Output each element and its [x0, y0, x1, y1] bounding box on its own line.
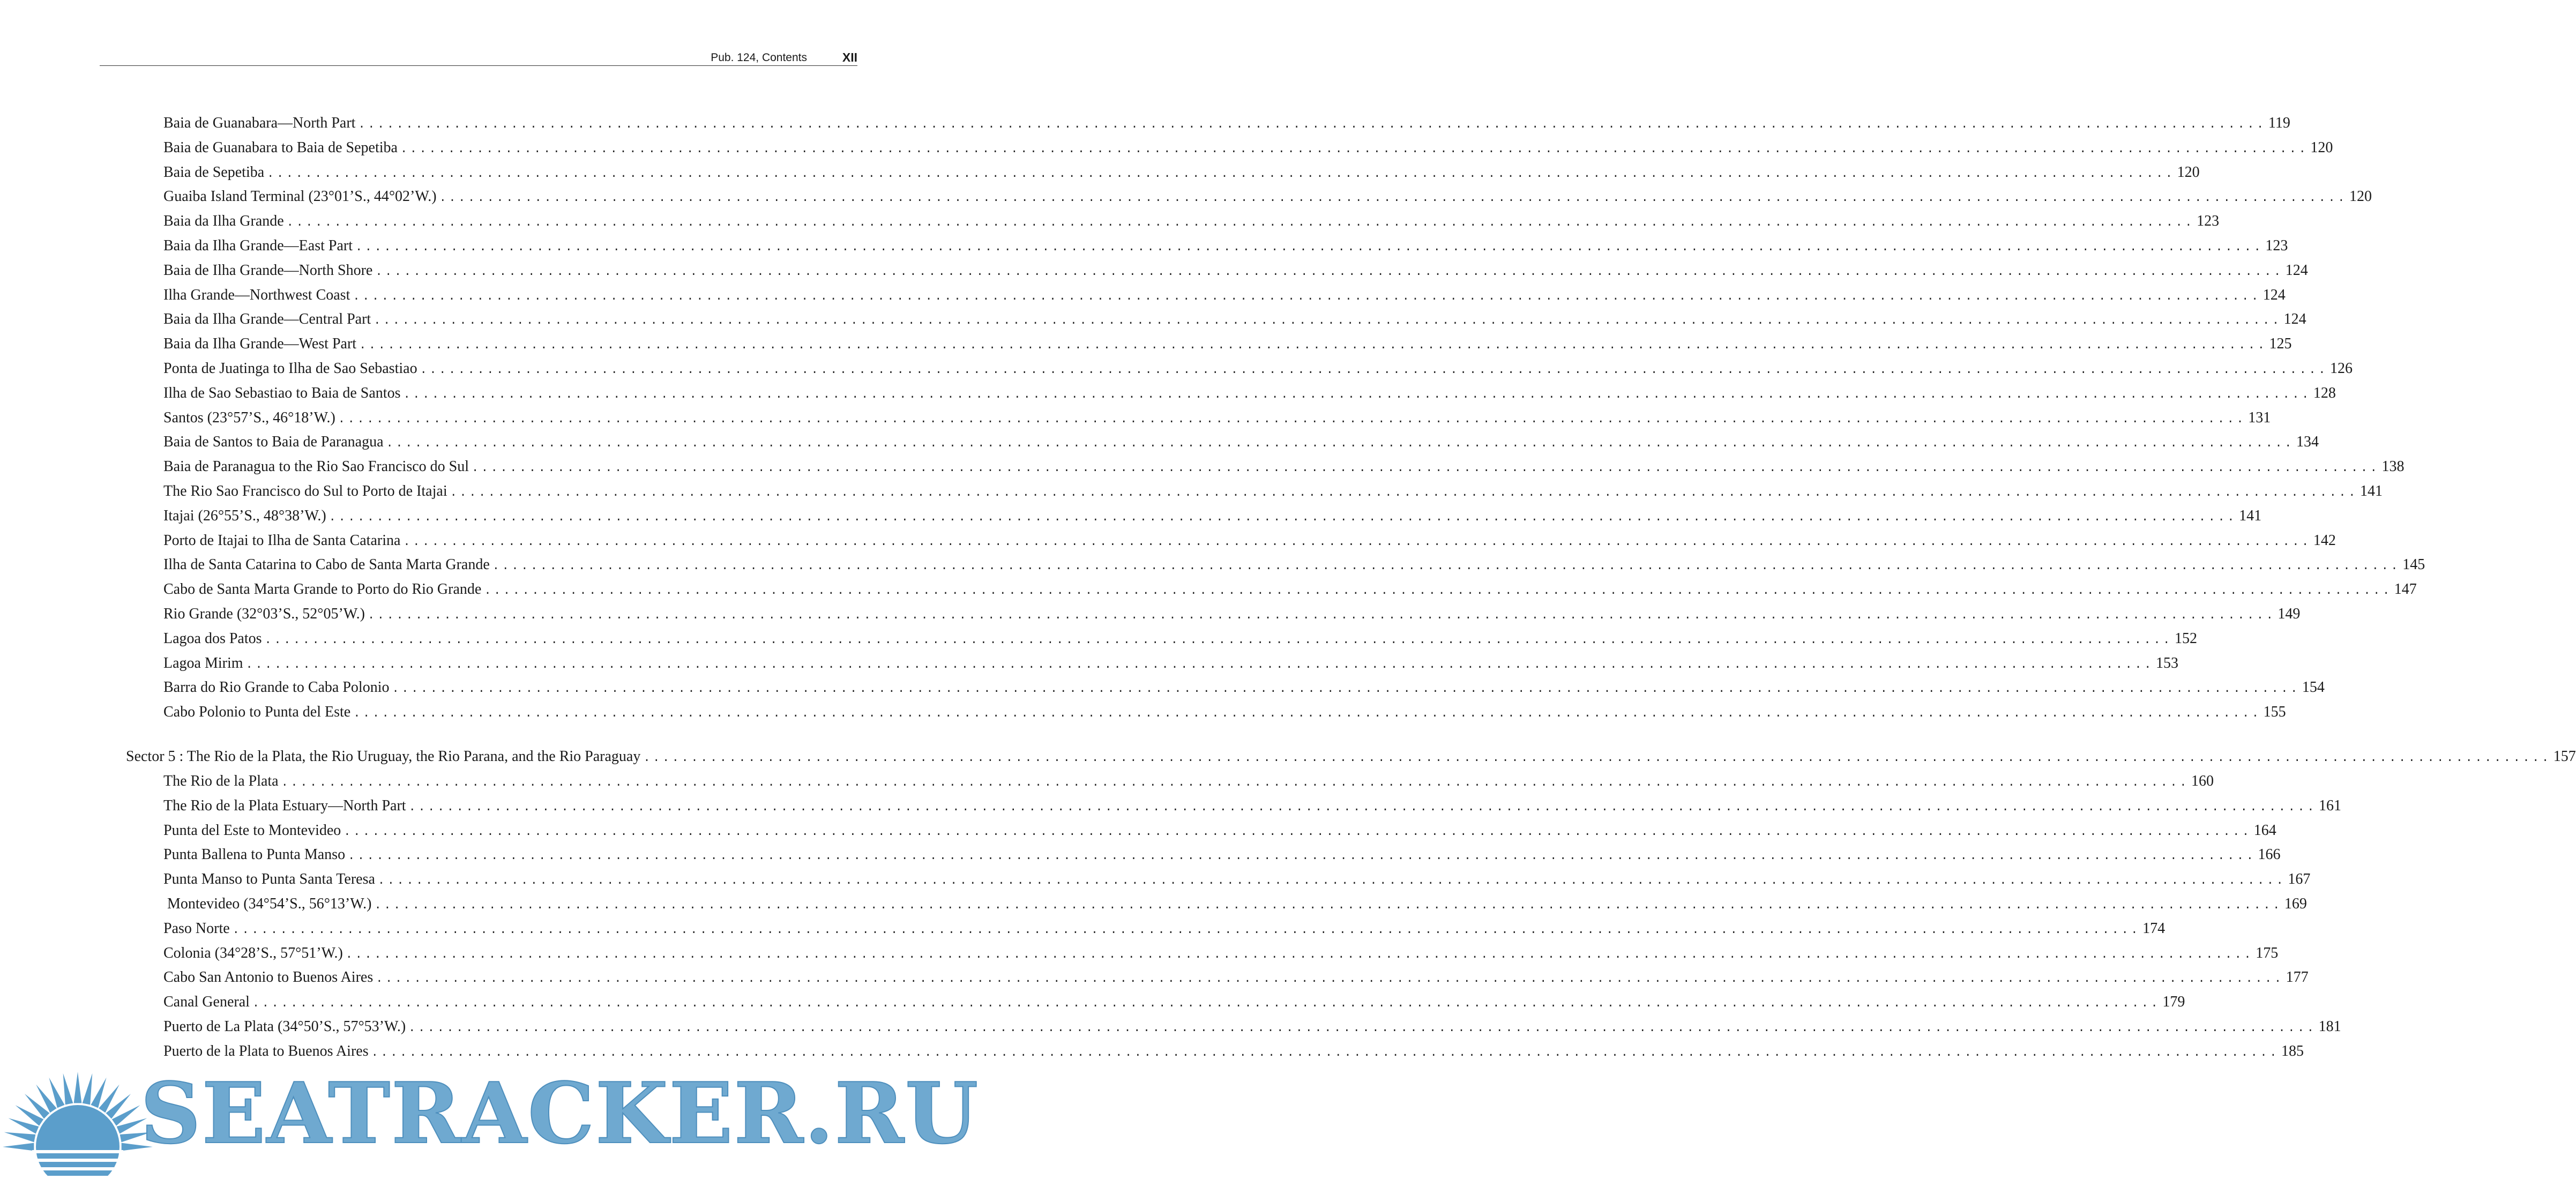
toc-entry-page: 119	[2268, 115, 2290, 131]
toc-entry[interactable]	[163, 431, 2319, 453]
dot-leader: ........................................................................................................................................................................................................	[328, 510, 2237, 524]
toc-entry-title: Baia da Ilha Grande—Central Part	[163, 311, 371, 328]
toc-entry[interactable]	[163, 1016, 2341, 1038]
toc-entry-title: Ilha de Santa Catarina to Cabo de Santa Marta Grande	[163, 556, 490, 573]
toc-entry-title: Paso Norte	[163, 920, 230, 937]
toc-entry-title: Baia da Ilha Grande	[163, 213, 284, 230]
dot-leader: ........................................................................................................................................................................................................	[392, 682, 2300, 696]
toc-entry[interactable]	[163, 844, 2281, 865]
toc-entry[interactable]	[163, 260, 2308, 281]
toc-entry-title: Montevideo (34°54’S., 56°13’W.)	[163, 896, 372, 912]
toc-entry-page: 124	[2285, 262, 2308, 279]
dot-leader: ........................................................................................................................................................................................................	[374, 314, 2282, 328]
toc-entry-page: 179	[2162, 994, 2185, 1011]
toc-entry-page: 166	[2258, 846, 2281, 863]
toc-entry[interactable]	[163, 383, 2336, 404]
toc-entry[interactable]	[163, 554, 2425, 576]
toc-entry-page: 174	[2142, 920, 2166, 937]
toc-entry-page: 181	[2318, 1018, 2341, 1035]
toc-entry[interactable]	[163, 211, 2220, 232]
toc-entry[interactable]	[163, 653, 2178, 674]
toc-entry-title: Punta Ballena to Punta Manso	[163, 846, 346, 863]
toc-entry[interactable]	[163, 943, 2279, 964]
dot-leader: ........................................................................................................................................................................................................	[348, 849, 2256, 863]
toc-entry-page: 124	[2283, 311, 2306, 328]
toc-entry-page: 160	[2191, 773, 2214, 789]
dot-leader: ........................................................................................................................................................................................................	[353, 707, 2261, 721]
toc-entry-page: 120	[2310, 139, 2333, 156]
toc-entry-page: 185	[2281, 1042, 2304, 1059]
toc-entry-title: Ilha Grande—Northwest Coast	[163, 286, 350, 303]
toc-entry-title: Baia da Ilha Grande—West Part	[163, 335, 357, 353]
toc-entry[interactable]	[163, 309, 2306, 330]
toc-entry[interactable]	[163, 530, 2336, 551]
dot-leader: ........................................................................................................................................................................................................	[359, 339, 2267, 353]
toc-entry-page: 164	[2253, 822, 2276, 839]
dot-leader: ........................................................................................................................................................................................................	[286, 216, 2195, 230]
toc-entry[interactable]	[163, 579, 2417, 600]
toc-entry-page: 123	[2197, 213, 2220, 230]
toc-entry-page: 157	[2553, 748, 2576, 765]
toc-entry-title: Puerto de La Plata (34°50’S., 57°53’W.)	[163, 1018, 406, 1035]
toc-entry[interactable]	[126, 746, 2576, 767]
dot-leader: ........................................................................................................................................................................................................	[377, 874, 2286, 888]
dot-leader: ........................................................................................................................................................................................................	[245, 658, 2154, 671]
dot-leader: ........................................................................................................................................................................................................	[353, 289, 2261, 303]
toc-entry-page: 161	[2319, 797, 2342, 814]
toc-entry-page: 152	[2174, 630, 2197, 647]
toc-entry[interactable]	[163, 628, 2197, 650]
sun-logo-icon	[0, 1045, 150, 1179]
dot-leader: ........................................................................................................................................................................................................	[484, 584, 2392, 598]
toc-entry[interactable]	[163, 702, 2286, 723]
dot-leader: ........................................................................................................................................................................................................	[374, 899, 2282, 912]
dot-leader: ........................................................................................................................................................................................................	[400, 142, 2309, 156]
toc-entry-title: Canal General	[163, 994, 250, 1011]
toc-entry[interactable]	[163, 869, 2311, 890]
header-publication: Pub. 124, Contents	[711, 51, 807, 64]
toc-entry[interactable]	[163, 235, 2288, 257]
dot-leader: ........................................................................................................................................................................................................	[345, 947, 2254, 961]
dot-leader: ........................................................................................................................................................................................................	[267, 167, 2175, 181]
dot-leader: ........................................................................................................................................................................................................	[344, 825, 2252, 839]
toc-entry-page: 154	[2302, 679, 2325, 696]
toc-entry-page: 175	[2256, 944, 2279, 961]
toc-entry-page: 155	[2263, 704, 2286, 721]
toc-entry-title: Cabo de Santa Marta Grande to Porto do Rio Grande	[163, 581, 482, 598]
toc-entry-title: Barra do Rio Grande to Caba Polonio	[163, 679, 390, 696]
toc-entry-page: 128	[2313, 384, 2336, 401]
toc-entry[interactable]	[163, 677, 2325, 698]
header-page-number: XII	[842, 50, 857, 64]
toc-entry[interactable]	[163, 186, 2372, 207]
toc-entry-page: 120	[2177, 163, 2200, 181]
toc-entry-title: Sector 5 : The Rio de la Plata, the Rio Uruguay, the Rio Parana, and the Rio Paraguay	[126, 748, 641, 765]
toc-entry-page: 169	[2284, 896, 2307, 912]
toc-entry[interactable]	[163, 918, 2166, 939]
page-header	[100, 49, 857, 66]
sun-ray	[4, 1132, 36, 1143]
toc-entry-title: Puerto de la Plata to Buenos Aires	[163, 1042, 369, 1059]
toc-entry[interactable]	[163, 795, 2342, 817]
toc-entry[interactable]	[163, 333, 2292, 355]
toc-entry-page: 123	[2265, 237, 2288, 254]
dot-leader: ........................................................................................................................................................................................................	[358, 118, 2266, 131]
toc-entry[interactable]	[163, 481, 2383, 502]
toc-entry-title: Baia de Guanabara to Baia de Sepetiba	[163, 139, 398, 156]
toc-entry[interactable]	[163, 967, 2309, 988]
toc-entry[interactable]	[163, 893, 2307, 915]
toc-entry-page: 153	[2155, 654, 2178, 671]
toc-entry-page: 131	[2248, 409, 2271, 426]
sun-ray	[3, 1143, 34, 1151]
toc-entry-title: The Rio Sao Francisco do Sul to Porto de Itajai	[163, 483, 447, 499]
dot-leader: ........................................................................................................................................................................................................	[386, 437, 2294, 451]
toc-entry[interactable]	[163, 137, 2333, 159]
dot-leader: ........................................................................................................................................................................................................	[643, 751, 2551, 765]
toc-entry-title: Ponta de Juatinga to Ilha de Sao Sebastiao	[163, 360, 417, 377]
toc-entry-page: 134	[2296, 434, 2319, 451]
dot-leader: ........................................................................................................................................................................................................	[376, 972, 2284, 986]
toc-entry-title: Punta del Este to Montevideo	[163, 822, 341, 839]
toc-entry-page: 177	[2286, 969, 2309, 986]
dot-leader: ........................................................................................................................................................................................................	[403, 535, 2311, 549]
toc-entry-title: Guaiba Island Terminal (23°01’S., 44°02’W.)	[163, 188, 437, 205]
toc-entry-title: Itajai (26°55’S., 48°38’W.)	[163, 507, 326, 524]
toc-entry-title: Baia de Sepetiba	[163, 163, 265, 181]
dot-leader: ........................................................................................................................................................................................................	[420, 363, 2328, 377]
toc-entry-title: Porto de Itajai to Ilha de Santa Catarina	[163, 532, 401, 549]
dot-leader: ........................................................................................................................................................................................................	[450, 486, 2358, 499]
toc-entry-title: Ilha de Sao Sebastiao to Baia de Santos	[163, 384, 401, 401]
toc-entry-title: Colonia (34°28’S., 57°51’W.)	[163, 944, 343, 961]
watermark-text: SEATRACKER.RU	[140, 1064, 980, 1162]
sun-ray	[83, 1073, 93, 1105]
toc-entry-title: Lagoa Mirim	[163, 654, 243, 671]
dot-leader: ........................................................................................................................................................................................................	[281, 776, 2190, 789]
dot-leader: ........................................................................................................................................................................................................	[472, 461, 2380, 475]
toc-entry[interactable]	[163, 771, 2214, 792]
toc-entry-page: 126	[2330, 360, 2353, 377]
toc-entry-page: 147	[2394, 581, 2417, 598]
toc-entry-title: Baia de Guanabara—North Part	[163, 115, 356, 131]
dot-leader: ........................................................................................................................................................................................................	[439, 191, 2348, 205]
toc-entry-title: Baia de Santos to Baia de Paranagua	[163, 434, 384, 451]
toc-entry-title: Baia de Ilha Grande—North Shore	[163, 262, 373, 279]
toc-entry[interactable]	[163, 456, 2405, 477]
dot-leader: ........................................................................................................................................................................................................	[375, 265, 2283, 279]
toc-entry-title: Punta Manso to Punta Santa Teresa	[163, 871, 375, 888]
dot-leader: ........................................................................................................................................................................................................	[252, 997, 2161, 1011]
toc-entry-page: 141	[2360, 483, 2383, 499]
sun-ray	[63, 1073, 73, 1105]
dot-leader: ........................................................................................................................................................................................................	[367, 609, 2276, 622]
toc-entry-page: 142	[2313, 532, 2336, 549]
dot-leader: ........................................................................................................................................................................................................	[408, 1021, 2317, 1035]
dot-leader: ........................................................................................................................................................................................................	[355, 241, 2264, 254]
toc-entry-title: Baia de Paranagua to the Rio Sao Francisco do Sul	[163, 458, 469, 475]
toc-entry[interactable]	[163, 113, 2290, 134]
dot-leader: ........................................................................................................................................................................................................	[264, 633, 2172, 647]
toc-entry-title: Cabo San Antonio to Buenos Aires	[163, 969, 374, 986]
dot-leader: ........................................................................................................................................................................................................	[338, 412, 2246, 426]
dot-leader: ........................................................................................................................................................................................................	[232, 923, 2141, 937]
dot-leader: ........................................................................................................................................................................................................	[408, 800, 2317, 814]
toc-entry[interactable]	[163, 407, 2271, 429]
toc-entry-page: 125	[2269, 335, 2292, 353]
toc-entry-title: The Rio de la Plata	[163, 773, 279, 789]
toc-entry-page: 141	[2239, 507, 2262, 524]
toc-entry-page: 124	[2263, 286, 2286, 303]
toc-entry-title: Rio Grande (32°03’S., 52°05’W.)	[163, 606, 365, 622]
toc-entry-title: Lagoa dos Patos	[163, 630, 262, 647]
toc-entry[interactable]	[163, 285, 2286, 306]
toc-entry-title: Santos (23°57’S., 46°18’W.)	[163, 409, 335, 426]
toc-entry-page: 167	[2288, 871, 2311, 888]
dot-leader: ........................................................................................................................................................................................................	[492, 559, 2401, 573]
toc-entry-page: 145	[2402, 556, 2425, 573]
toc-entry-page: 149	[2278, 606, 2301, 622]
dot-leader: ........................................................................................................................................................................................................	[403, 387, 2311, 401]
toc-entry-page: 120	[2349, 188, 2372, 205]
toc-entry-title: Cabo Polonio to Punta del Este	[163, 704, 351, 721]
toc-entry[interactable]	[163, 505, 2262, 527]
toc-entry[interactable]	[163, 358, 2353, 379]
sun-ray	[74, 1072, 82, 1103]
toc-entry-title: Baia da Ilha Grande—East Part	[163, 237, 353, 254]
toc-entry[interactable]	[163, 162, 2200, 183]
toc-entry[interactable]	[163, 820, 2276, 841]
toc-entry-page: 138	[2381, 458, 2405, 475]
toc-entry[interactable]	[163, 603, 2301, 625]
toc-entry[interactable]	[163, 991, 2185, 1013]
toc-entry-title: The Rio de la Plata Estuary—North Part	[163, 797, 406, 814]
dot-leader: ........................................................................................................................................................................................................	[371, 1046, 2280, 1059]
